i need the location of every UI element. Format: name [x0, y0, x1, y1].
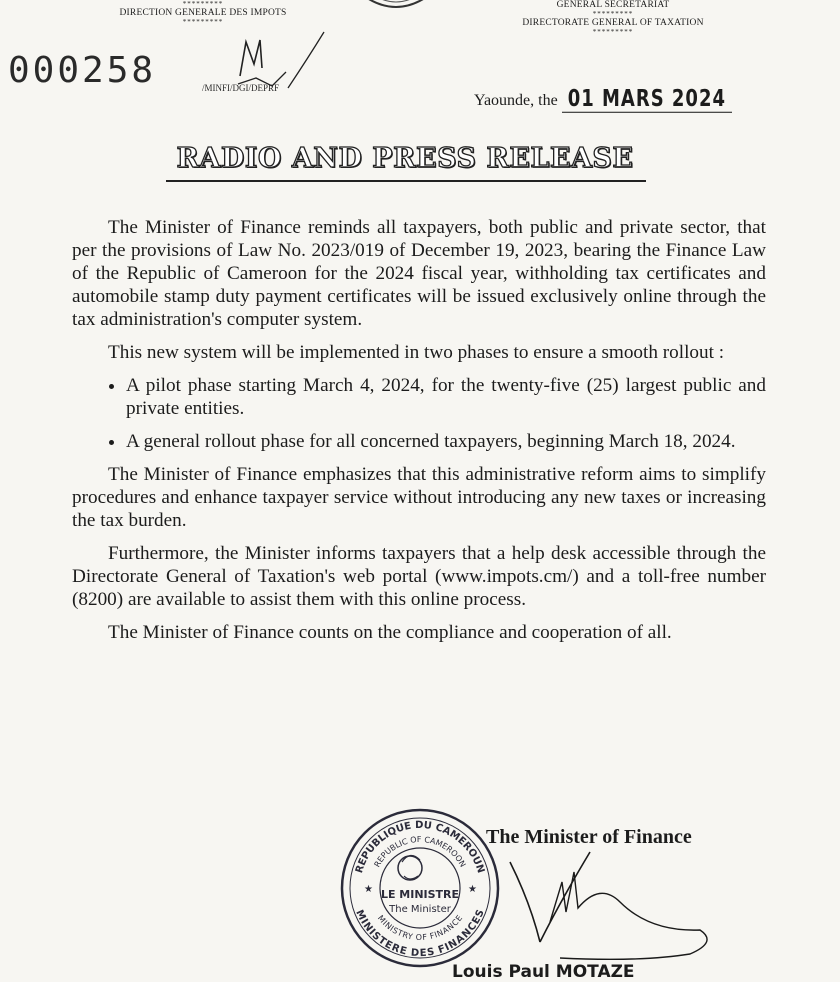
header-right	[508, 0, 718, 36]
marianne-head-icon	[398, 855, 422, 880]
coat-of-arms-icon	[350, 0, 442, 14]
seal-center-en: The Minister	[389, 904, 451, 915]
paragraph-2: This new system will be implemented in two phases to ensure a smooth rollout :	[108, 342, 725, 363]
header-right-stars-top: *********	[592, 10, 634, 18]
paragraph-4: Furthermore, the Minister informs taxpayers that a help desk accessible through the Directorate General of Taxation's web portal (www.impots.cm/) and a toll-free number (8200) are available to assist them with this online process.	[72, 543, 766, 610]
seal-outer-top: REPUBLIQUE DU CAMEROUN	[353, 819, 487, 875]
star-icon: ★	[364, 884, 373, 895]
reference-number: 000258	[8, 50, 157, 91]
dateline	[474, 86, 732, 111]
document-title: RADIO AND PRESS RELEASE	[176, 143, 634, 174]
paragraph-5: The Minister of Finance counts on the compliance and cooperation of all.	[108, 622, 672, 643]
list-item: • A general rollout phase for all concerned taxpayers, beginning March 18, 2024.	[126, 430, 766, 453]
date-stamp: 01 MARS 2024	[562, 84, 732, 113]
list-item: • A pilot phase starting March 4, 2024, for the twenty-five (25) largest public and private entities.	[126, 374, 766, 420]
header-right-stars-bottom: *********	[592, 28, 634, 36]
header-left-stars-bottom: *********	[182, 18, 224, 26]
official-seal	[338, 806, 502, 970]
phase-list	[72, 374, 766, 453]
header-right-directorate: DIRECTORATE GENERAL OF TAXATION	[522, 18, 704, 28]
paragraph-1: The Minister of Finance reminds all taxpayers, both public and private sector, that per the provisions of Law No. 2023/019 of December 19, 2023, bearing the Finance Law of the Republic of Cameroon for the 2024 fiscal year, withholding tax certificates and automobile stamp duty payment certificates will be issued exclusively online through the tax administration's computer system.	[72, 217, 766, 330]
seal-outer-bottom: MINISTERE DES FINANCES	[353, 908, 487, 960]
header-right-secretariat: GENERAL SECRETARIAT	[556, 0, 670, 10]
header-left	[108, 0, 298, 26]
signatory-name: Louis Paul MOTAZE	[452, 962, 635, 982]
paragraph-3: The Minister of Finance emphasizes that this administrative reform aims to simplify procedures and enhance taxpayer service without introducing any new taxes or increasing the tax burden.	[72, 464, 766, 531]
seal-center-fr: LE MINISTRE	[380, 888, 460, 901]
header-left-directorate: DIRECTION GENERALE DES IMPOTS	[119, 8, 287, 18]
seal-inner-bottom: MINISTRY OF FINANCE	[375, 913, 465, 943]
signatory-title: The Minister of Finance	[486, 826, 692, 848]
handwritten-signature	[500, 842, 720, 962]
title-underline	[166, 180, 646, 182]
document-body	[72, 216, 766, 654]
seal-inner-top: REPUBLIC OF CAMEROON	[372, 834, 468, 869]
header-left-stars-top: *********	[182, 0, 224, 8]
star-icon: ★	[468, 884, 477, 895]
svg-text:REPUBLIQUE DU CAMEROUN	[354, 820, 486, 875]
initials-signature-icon	[228, 28, 328, 98]
reference-suffix: /MINFI/DGI/DEPRF	[202, 83, 280, 93]
dateline-prefix: Yaounde, the	[474, 92, 558, 109]
